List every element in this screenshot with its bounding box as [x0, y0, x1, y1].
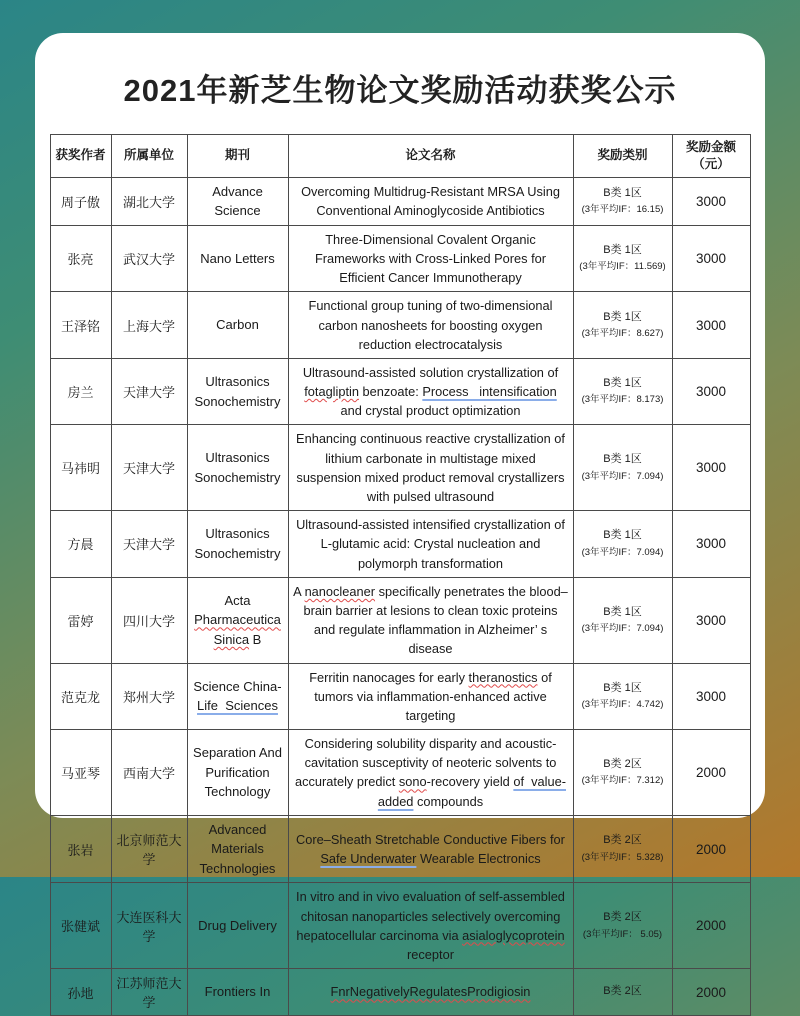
paper-title-cell [288, 815, 573, 883]
award-amount-cell: 3000 [672, 177, 750, 225]
page-title: 2021年新芝生物论文奖励活动获奖公示 [123, 73, 677, 108]
award-amount-cell: 2000 [672, 730, 750, 816]
award-category-cell [573, 292, 672, 359]
award-amount-cell: 2000 [672, 815, 750, 883]
text-segment: Three-Dimensional Covalent Organic Frameworks with Cross-Linked Pores for Efficient Cancer Immunotherapy [314, 231, 547, 286]
column-header-line: 所属单位 [123, 148, 174, 163]
awards-table [50, 134, 751, 1016]
text-segment: Carbon [216, 317, 259, 333]
text-segment: Ultrasonics Sonochemistry [194, 526, 281, 561]
author-cell: 范克龙 [50, 663, 111, 730]
text-segment: Ferritin nanocages for early [309, 669, 469, 685]
text-segment: Wearable Electronics [416, 851, 541, 867]
text-segment: Science China- [193, 678, 282, 694]
journal-cell [187, 815, 288, 883]
text-segment: Core–Sheath Stretchable Conductive Fibers for [296, 831, 565, 847]
category-zone: B类 1区 [603, 605, 642, 618]
paper-title-cell [288, 663, 573, 730]
text-segment: of tumors via inflammation-enhanced active targeting [314, 669, 552, 723]
category-impact-factor: (3年平均IF：7.094) [581, 546, 664, 558]
author-cell: 孙地 [50, 969, 111, 1016]
text-segment: receptor [407, 946, 454, 962]
category-impact-factor: (3年平均IF：11.569) [579, 261, 666, 273]
table-row [50, 969, 750, 1016]
affiliation-cell: 湖北大学 [111, 177, 187, 225]
text-segment: Acta [224, 592, 251, 608]
award-category-cell [573, 177, 672, 225]
spellcheck-marked-text: nanocleaner [304, 583, 376, 599]
journal-cell [187, 663, 288, 730]
journal-cell [187, 177, 288, 225]
table-row [50, 511, 750, 578]
award-category-cell [573, 577, 672, 663]
author-cell: 方晨 [50, 511, 111, 578]
text-segment: Nano Letters [200, 250, 275, 266]
column-header-line: 获奖作者 [55, 148, 106, 163]
award-category-cell [573, 663, 672, 730]
affiliation-cell: 四川大学 [111, 577, 187, 663]
award-amount-cell: 2000 [672, 883, 750, 969]
text-segment: specifically penetrates the blood– brain barrier at lesions to clean toxic proteins and regulate inflammation in Alzheimer’ s disease [303, 583, 568, 657]
column-header-award-category [573, 135, 672, 178]
author-cell: 雷婷 [50, 577, 111, 663]
text-segment: B [249, 631, 262, 647]
paper-title-cell [288, 883, 573, 969]
award-amount-cell: 3000 [672, 577, 750, 663]
journal-cell [187, 577, 288, 663]
grammar-marked-text: of value-added [377, 774, 566, 809]
text-segment: Ultrasound-assisted solution crystallization of [302, 364, 559, 380]
text-segment: Ultrasound-assisted intensified crystallization of L-glutamic acid: Crystal nucleation and polymorph transformation [296, 517, 565, 571]
spellcheck-marked-text: Sinica [213, 631, 250, 647]
table-header-row [50, 135, 750, 178]
spellcheck-marked-text: fotagliptin [304, 384, 359, 400]
column-header-line: 期刊 [224, 148, 250, 163]
column-header-author [50, 135, 111, 178]
table-row [50, 225, 750, 292]
category-zone: B类 1区 [603, 243, 642, 256]
text-segment: Considering solubility disparity and acoustic-cavitation susceptivity of neoteric solvents to accurately predict [295, 736, 557, 790]
grammar-marked-text: Safe Underwater [320, 851, 417, 867]
column-header-award-amount [672, 135, 750, 178]
journal-cell [187, 225, 288, 292]
table-row [50, 358, 750, 425]
text-segment: Advance Science [212, 183, 263, 219]
affiliation-cell: 天津大学 [111, 358, 187, 425]
award-amount-cell: 2000 [672, 969, 750, 1016]
journal-cell [187, 730, 288, 816]
table-row [50, 177, 750, 225]
journal-cell [187, 425, 288, 511]
category-zone: B类 2区 [603, 985, 642, 998]
spellcheck-marked-text: theranostics [468, 669, 538, 685]
award-category-cell [573, 883, 672, 969]
author-cell: 马祎明 [50, 425, 111, 511]
author-cell: 周子傲 [50, 177, 111, 225]
column-header-affiliation [111, 135, 187, 178]
award-category-cell [573, 358, 672, 425]
text-segment: Frontiers In [204, 984, 271, 1000]
category-zone: B类 1区 [603, 186, 642, 199]
paper-title-cell [288, 225, 573, 292]
award-amount-cell: 3000 [672, 225, 750, 292]
column-header-journal [187, 135, 288, 178]
affiliation-cell: 江苏师范大学 [111, 969, 187, 1016]
column-header-line: 论文名称 [405, 148, 456, 163]
journal-cell [187, 292, 288, 359]
category-impact-factor: (3年平均IF：8.627) [581, 327, 664, 339]
author-cell: 马亚琴 [50, 730, 111, 816]
affiliation-cell: 天津大学 [111, 425, 187, 511]
paper-title-cell [288, 292, 573, 359]
award-category-cell [573, 815, 672, 883]
category-impact-factor: (3年平均IF：7.094) [581, 622, 664, 634]
journal-cell [187, 883, 288, 969]
category-impact-factor: (3年平均IF：16.15) [581, 204, 664, 216]
spellcheck-marked-text: asialoglycoprotein [462, 927, 565, 943]
author-cell: 张岩 [50, 815, 111, 883]
text-segment: Overcoming Multidrug-Resistant MRSA Using Conventional Aminoglycoside Antibiotics [301, 184, 560, 219]
author-cell: 房兰 [50, 358, 111, 425]
award-category-cell [573, 511, 672, 578]
paper-title-cell [288, 730, 573, 816]
category-impact-factor: (3年平均IF：4.742) [581, 699, 664, 711]
spellcheck-marked-text: sono [398, 774, 427, 790]
category-zone: B类 1区 [603, 529, 642, 542]
paper-title-cell [288, 358, 573, 425]
category-zone: B类 1区 [603, 453, 642, 466]
category-impact-factor: (3年平均IF：8.173) [581, 394, 664, 406]
table-header [50, 135, 750, 178]
author-cell: 张亮 [50, 225, 111, 292]
category-zone: B类 2区 [603, 911, 642, 924]
category-impact-factor: (3年平均IF： 5.05) [582, 928, 663, 940]
column-header-line: （元） [692, 156, 730, 171]
affiliation-cell: 西南大学 [111, 730, 187, 816]
table-row [50, 425, 750, 511]
award-category-cell [573, 225, 672, 292]
grammar-marked-text: Process intensification [422, 384, 557, 400]
award-category-cell [573, 425, 672, 511]
text-segment: Advanced Materials Technologies [199, 821, 276, 876]
text-segment: and crystal product optimization [340, 403, 521, 419]
text-segment: A [293, 583, 305, 599]
affiliation-cell: 武汉大学 [111, 225, 187, 292]
author-cell: 张健斌 [50, 883, 111, 969]
award-amount-cell: 3000 [672, 292, 750, 359]
category-zone: B类 2区 [603, 757, 642, 770]
table-row [50, 663, 750, 730]
author-cell: 王泽铭 [50, 292, 111, 359]
text-segment: benzoate: [359, 384, 423, 400]
paper-title-cell [288, 177, 573, 225]
text-segment: In vitro and in vivo evaluation of self-assembled chitosan nanoparticles selectively overcoming hepatocellular carcinoma via [296, 889, 565, 943]
text-segment: compounds [413, 793, 484, 809]
text-segment: Functional group tuning of two-dimensional carbon nanosheets for boosting oxygen reduction electrocatalysis [308, 298, 553, 352]
table-row [50, 577, 750, 663]
award-amount-cell: 3000 [672, 425, 750, 511]
paper-title-cell [288, 511, 573, 578]
category-impact-factor: (3年平均IF：7.312) [581, 775, 664, 787]
text-segment: Ultrasonics Sonochemistry [194, 450, 281, 485]
column-header-paper-title [288, 135, 573, 178]
table-row [50, 883, 750, 969]
category-zone: B类 2区 [603, 834, 642, 847]
affiliation-cell: 天津大学 [111, 511, 187, 578]
text-segment: Drug Delivery [198, 917, 277, 933]
text-segment: Ultrasonics Sonochemistry [194, 374, 281, 409]
paper-title-cell [288, 425, 573, 511]
affiliation-cell: 上海大学 [111, 292, 187, 359]
text-segment: Enhancing continuous reactive crystallization of lithium carbonate in multistage mixed suspension mixed product removal crystallizers with pulsed ultrasound [296, 431, 565, 504]
text-segment: Separation And Purification Technology [193, 745, 282, 800]
award-amount-cell: 3000 [672, 663, 750, 730]
journal-cell [187, 511, 288, 578]
journal-cell [187, 358, 288, 425]
text-segment: -recovery yield [426, 774, 514, 790]
table-row [50, 730, 750, 816]
paper-title-cell [288, 969, 573, 1016]
award-amount-cell: 3000 [672, 358, 750, 425]
category-zone: B类 1区 [603, 310, 642, 323]
category-zone: B类 1区 [603, 681, 642, 694]
grammar-marked-text: Life Sciences [197, 698, 278, 714]
column-header-line: 奖励金额 [685, 140, 736, 154]
paper-title-cell [288, 577, 573, 663]
affiliation-cell: 大连医科大学 [111, 883, 187, 969]
affiliation-cell: 北京师范大学 [111, 815, 187, 883]
category-zone: B类 1区 [603, 377, 642, 390]
spellcheck-marked-text: FnrNegativelyRegulatesProdigiosin [330, 984, 531, 1000]
table-row [50, 292, 750, 359]
award-category-cell [573, 969, 672, 1016]
journal-cell [187, 969, 288, 1016]
category-impact-factor: (3年平均IF：7.094) [581, 470, 664, 482]
category-impact-factor: (3年平均IF：5.328) [581, 851, 664, 863]
column-header-line: 奖励类别 [597, 148, 648, 163]
spellcheck-marked-text: Pharmaceutica [194, 612, 281, 628]
table-row [50, 815, 750, 883]
award-category-cell [573, 730, 672, 816]
announcement-card [35, 33, 765, 1011]
affiliation-cell: 郑州大学 [111, 663, 187, 730]
award-amount-cell: 3000 [672, 511, 750, 578]
